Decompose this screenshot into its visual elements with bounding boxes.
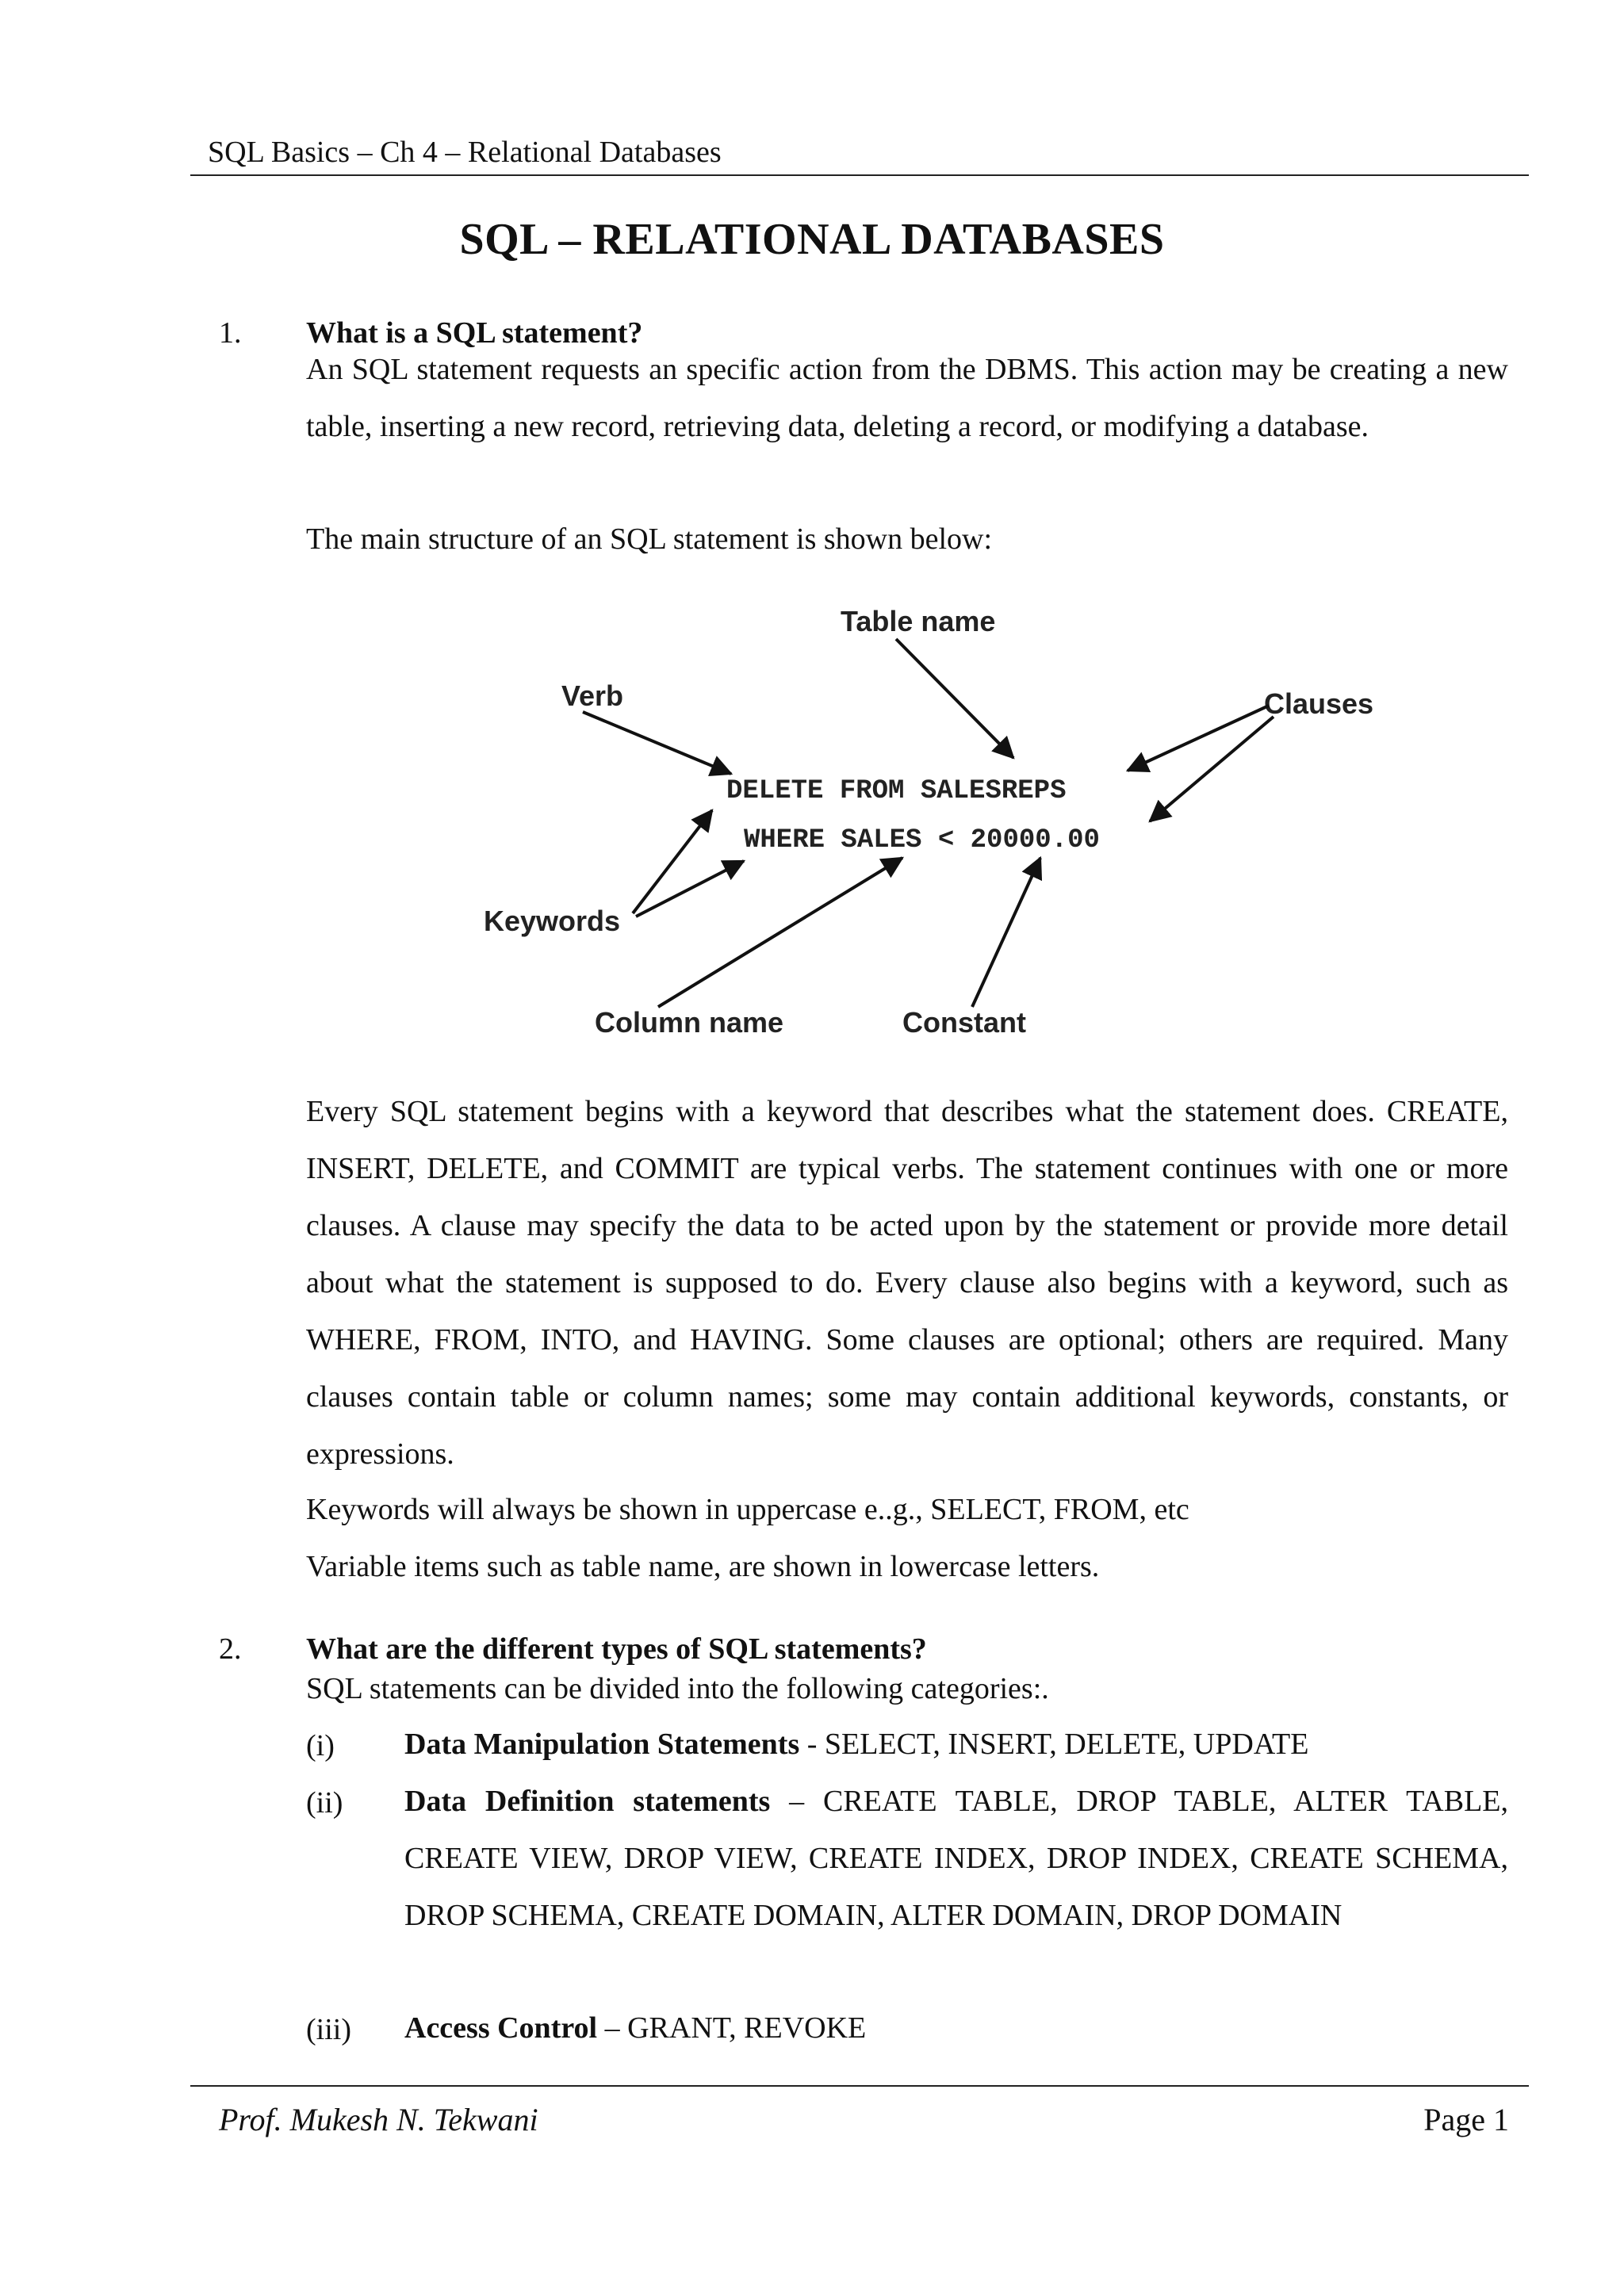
item-1-name: Data Manipulation Statements (404, 1728, 800, 1761)
code-line-1: DELETE FROM SALESREPS (726, 776, 1067, 806)
sql-statement-diagram (444, 587, 1443, 1062)
label-column-name: Column name (595, 1006, 784, 1039)
label-clauses: Clauses (1264, 687, 1374, 720)
question-1-heading: What is a SQL statement? (306, 316, 643, 350)
item-2-numeral: (ii) (306, 1786, 343, 1820)
item-3-content: GRANT, REVOKE (627, 2011, 867, 2045)
item-3 (404, 1999, 1508, 2057)
item-3-numeral: (iii) (306, 2013, 351, 2046)
keywords-note: Keywords will always be shown in uppercase e..g., SELECT, FROM, etc (306, 1493, 1189, 1526)
arrow-constant (972, 858, 1040, 1007)
structure-caption: The main structure of an SQL statement is shown below: (306, 522, 993, 556)
arrow-verb (583, 712, 731, 774)
item-1-separator: - (799, 1728, 825, 1761)
item-2-separator: – (770, 1785, 823, 1818)
item-3-name: Access Control (404, 2011, 598, 2045)
variables-note: Variable items such as table name, are shown in lowercase letters. (306, 1550, 1100, 1583)
footer-rule (190, 2085, 1529, 2087)
footer-page-number: Page 1 (1423, 2102, 1509, 2137)
question-2-intro: SQL statements can be divided into the following categories:. (306, 1672, 1049, 1705)
label-table-name: Table name (841, 605, 996, 637)
label-verb: Verb (561, 679, 624, 712)
header-rule (190, 174, 1529, 176)
footer-author: Prof. Mukesh N. Tekwani (219, 2102, 538, 2137)
item-3-separator: – (597, 2011, 628, 2045)
item-2 (404, 1773, 1508, 1944)
item-1 (404, 1716, 1508, 1773)
item-2-name: Data Definition statements (404, 1785, 771, 1818)
item-1-content: SELECT, INSERT, DELETE, UPDATE (824, 1728, 1309, 1761)
label-keywords: Keywords (484, 905, 621, 937)
question-1-number: 1. (219, 316, 242, 350)
label-constant: Constant (902, 1006, 1026, 1039)
question-1-intro: An SQL statement requests an specific action from the DBMS. This action may be creating a new table, inserting a new record, retrieving data, deleting a record, or modifying a database. (306, 353, 1508, 443)
question-1-explanation: Every SQL statement begins with a keyword that describes what the statement does. CREATE, INSERT, DELETE, and COMMIT are typical verbs. The statement continues with one or more clauses. A clause may specify the data to be acted upon by the statement or provide more detail about what the statement is supposed to do. Every clause also begins with a keyword, such as WHERE, FROM, INTO, and HAVING. Some clauses are optional; others are required. Many clauses contain table or column names; some may contain additional keywords, constants, or expressions. (306, 1095, 1508, 1471)
item-1-numeral: (i) (306, 1729, 335, 1762)
running-header: SQL Basics – Ch 4 – Relational Databases (208, 136, 722, 169)
item-2-content: CREATE TABLE, DROP TABLE, ALTER TABLE, CREATE VIEW, DROP VIEW, CREATE INDEX, DROP INDEX, CREATE SCHEMA, DROP SCHEMA, CREATE DOMAIN, ALTER DOMAIN, DROP DOMAIN (404, 1785, 1509, 1932)
arrow-table-name (896, 639, 1013, 758)
arrow-column-name (658, 858, 902, 1007)
question-2-heading: What are the different types of SQL statements? (306, 1632, 927, 1666)
code-line-2: WHERE SALES < 20000.00 (744, 825, 1100, 855)
page-title: SQL – RELATIONAL DATABASES (459, 215, 1165, 264)
question-2-number: 2. (219, 1632, 242, 1666)
